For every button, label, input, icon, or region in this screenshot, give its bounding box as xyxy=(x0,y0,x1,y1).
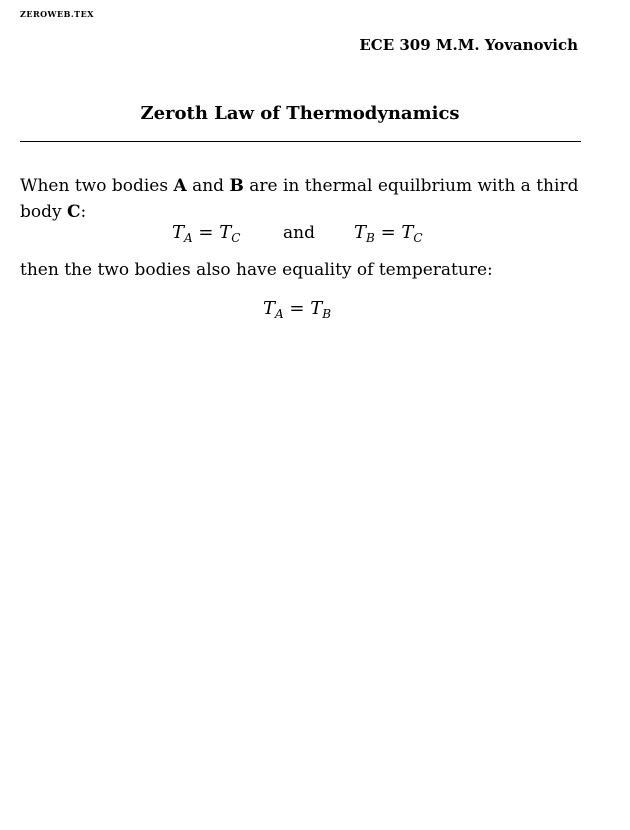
equation-ta-tc xyxy=(172,222,240,245)
eq-symbol: T xyxy=(219,222,232,243)
intro-text-1: When two bodies xyxy=(20,176,174,196)
eq-subscript: A xyxy=(275,307,284,321)
course-header: ECE 309 M.M. Yovanovich xyxy=(359,36,578,54)
eq-symbol: T xyxy=(172,222,185,243)
body-c-label: C xyxy=(67,202,81,222)
eq-operator: = xyxy=(283,298,311,319)
eq-symbol: T xyxy=(310,298,323,319)
eq-symbol: T xyxy=(263,298,276,319)
eq-subscript: C xyxy=(231,231,241,245)
intro-paragraph xyxy=(20,173,585,225)
equation-connector: and xyxy=(283,223,315,243)
equation-ta-tb xyxy=(263,298,331,321)
eq-symbol: T xyxy=(401,222,414,243)
intro-text-2: and xyxy=(186,176,230,196)
body-a-label: A xyxy=(173,176,187,196)
conclusion-paragraph: then the two bodies also have equality of temperature: xyxy=(20,260,493,280)
equation-tb-tc xyxy=(354,222,423,245)
eq-subscript: B xyxy=(366,231,375,245)
title-rule xyxy=(20,141,581,142)
intro-text-4: : xyxy=(80,202,87,222)
eq-subscript: B xyxy=(322,307,332,321)
eq-subscript: C xyxy=(413,231,423,245)
intro-text-3: are in thermal equilbrium with a third body xyxy=(20,176,579,222)
eq-symbol: T xyxy=(354,222,367,243)
page-title: Zeroth Law of Thermodynamics xyxy=(140,103,460,124)
body-b-label: B xyxy=(229,176,244,196)
file-label: ZEROWEB.TEX xyxy=(20,9,94,19)
eq-operator: = xyxy=(374,222,402,243)
eq-operator: = xyxy=(192,222,220,243)
eq-subscript: A xyxy=(184,231,193,245)
